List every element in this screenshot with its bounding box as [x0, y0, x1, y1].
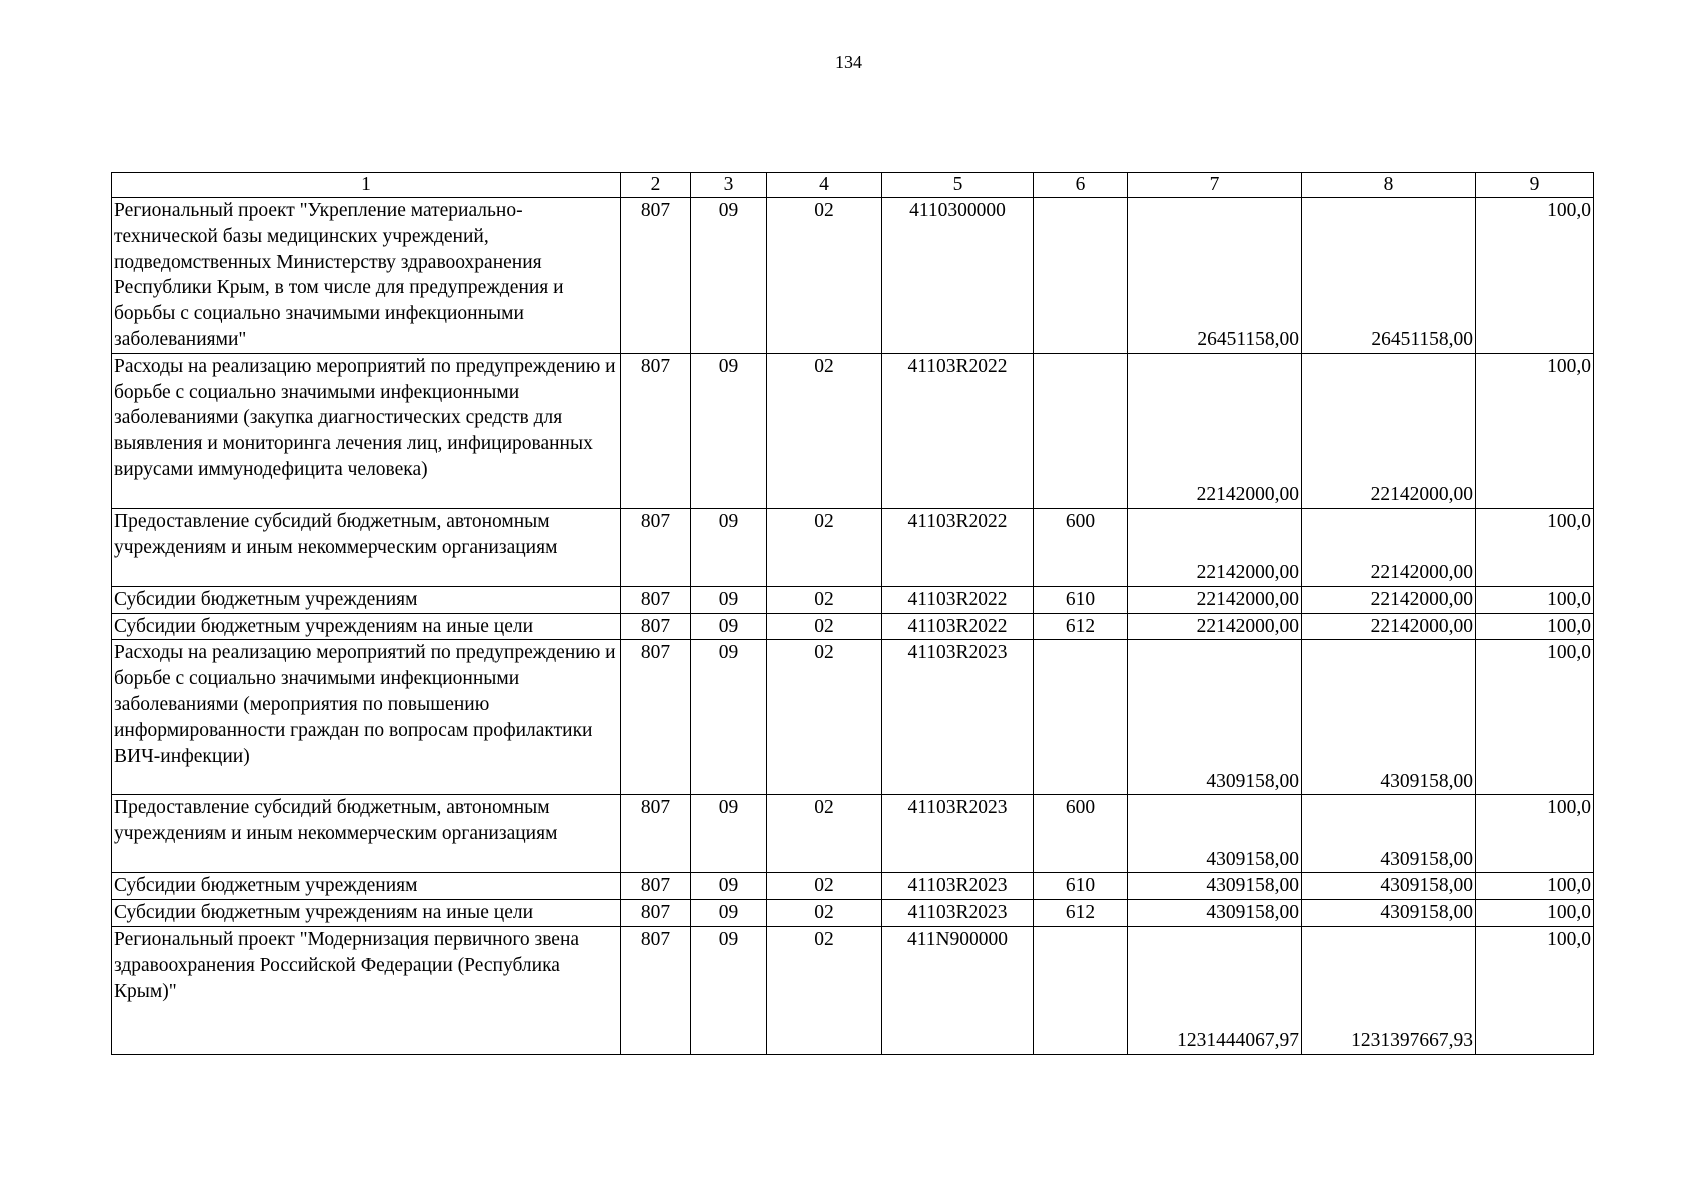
amount-executed: 1231397667,93	[1302, 926, 1476, 1054]
target-article-code: 41103R2022	[882, 508, 1034, 586]
subsection-code: 02	[767, 586, 882, 613]
item-name: Региональный проект "Укрепление материально-технической базы медицинских учреждений, подведомственных Министерству здравоохранения Республики Крым, в том числе для предупреждения и борьбы с социально значимыми инфекционными заболеваниями"	[112, 198, 621, 354]
expense-type-code: 600	[1034, 795, 1128, 873]
amount-executed: 4309158,00	[1302, 795, 1476, 873]
expense-type-code	[1034, 640, 1128, 795]
amount-executed: 22142000,00	[1302, 586, 1476, 613]
execution-percent: 100,0	[1476, 508, 1594, 586]
expense-type-code	[1034, 198, 1128, 354]
section-code: 09	[691, 198, 767, 354]
amount-planned: 4309158,00	[1128, 640, 1302, 795]
section-code: 09	[691, 613, 767, 640]
column-header: 9	[1476, 173, 1594, 198]
column-header: 8	[1302, 173, 1476, 198]
expense-type-code: 610	[1034, 873, 1128, 900]
subsection-code: 02	[767, 353, 882, 508]
target-article-code: 411N900000	[882, 926, 1034, 1054]
amount-executed: 4309158,00	[1302, 640, 1476, 795]
subsection-code: 02	[767, 198, 882, 354]
section-code: 09	[691, 508, 767, 586]
item-name: Региональный проект "Модернизация первичного звена здравоохранения Российской Федерации (Республика Крым)"	[112, 926, 621, 1054]
table-row	[112, 353, 1594, 508]
table-row	[112, 508, 1594, 586]
execution-percent: 100,0	[1476, 586, 1594, 613]
column-header: 5	[882, 173, 1034, 198]
execution-percent: 100,0	[1476, 926, 1594, 1054]
ministry-code: 807	[621, 353, 691, 508]
amount-planned: 4309158,00	[1128, 795, 1302, 873]
section-code: 09	[691, 640, 767, 795]
column-header: 7	[1128, 173, 1302, 198]
ministry-code: 807	[621, 873, 691, 900]
ministry-code: 807	[621, 795, 691, 873]
ministry-code: 807	[621, 640, 691, 795]
budget-table	[111, 172, 1594, 1055]
target-article-code: 41103R2023	[882, 873, 1034, 900]
amount-executed: 4309158,00	[1302, 873, 1476, 900]
column-header: 1	[112, 173, 621, 198]
section-code: 09	[691, 353, 767, 508]
amount-planned: 26451158,00	[1128, 198, 1302, 354]
execution-percent: 100,0	[1476, 795, 1594, 873]
table-row	[112, 926, 1594, 1054]
execution-percent: 100,0	[1476, 900, 1594, 927]
ministry-code: 807	[621, 198, 691, 354]
column-header: 2	[621, 173, 691, 198]
ministry-code: 807	[621, 900, 691, 927]
target-article-code: 41103R2022	[882, 586, 1034, 613]
execution-percent: 100,0	[1476, 198, 1594, 354]
amount-planned: 1231444067,97	[1128, 926, 1302, 1054]
subsection-code: 02	[767, 508, 882, 586]
amount-executed: 4309158,00	[1302, 900, 1476, 927]
amount-executed: 26451158,00	[1302, 198, 1476, 354]
target-article-code: 41103R2022	[882, 613, 1034, 640]
section-code: 09	[691, 926, 767, 1054]
section-code: 09	[691, 873, 767, 900]
amount-planned: 4309158,00	[1128, 900, 1302, 927]
expense-type-code	[1034, 926, 1128, 1054]
table-row	[112, 640, 1594, 795]
page-number: 134	[835, 52, 862, 72]
item-name: Субсидии бюджетным учреждениям на иные цели	[112, 900, 621, 927]
ministry-code: 807	[621, 613, 691, 640]
amount-planned: 22142000,00	[1128, 586, 1302, 613]
amount-executed: 22142000,00	[1302, 508, 1476, 586]
execution-percent: 100,0	[1476, 873, 1594, 900]
column-header: 6	[1034, 173, 1128, 198]
item-name: Субсидии бюджетным учреждениям на иные цели	[112, 613, 621, 640]
item-name: Субсидии бюджетным учреждениям	[112, 586, 621, 613]
subsection-code: 02	[767, 926, 882, 1054]
column-number-row	[112, 173, 1594, 198]
table-row	[112, 873, 1594, 900]
expense-type-code: 612	[1034, 900, 1128, 927]
execution-percent: 100,0	[1476, 640, 1594, 795]
subsection-code: 02	[767, 873, 882, 900]
expense-type-code: 600	[1034, 508, 1128, 586]
target-article-code: 41103R2023	[882, 640, 1034, 795]
target-article-code: 41103R2022	[882, 353, 1034, 508]
ministry-code: 807	[621, 926, 691, 1054]
subsection-code: 02	[767, 795, 882, 873]
amount-planned: 22142000,00	[1128, 508, 1302, 586]
target-article-code: 41103R2023	[882, 795, 1034, 873]
amount-planned: 22142000,00	[1128, 613, 1302, 640]
subsection-code: 02	[767, 640, 882, 795]
amount-planned: 4309158,00	[1128, 873, 1302, 900]
expense-type-code	[1034, 353, 1128, 508]
amount-planned: 22142000,00	[1128, 353, 1302, 508]
amount-executed: 22142000,00	[1302, 353, 1476, 508]
column-header: 4	[767, 173, 882, 198]
amount-executed: 22142000,00	[1302, 613, 1476, 640]
table-row	[112, 586, 1594, 613]
ministry-code: 807	[621, 586, 691, 613]
table-row	[112, 795, 1594, 873]
expense-type-code: 612	[1034, 613, 1128, 640]
execution-percent: 100,0	[1476, 613, 1594, 640]
ministry-code: 807	[621, 508, 691, 586]
section-code: 09	[691, 900, 767, 927]
section-code: 09	[691, 795, 767, 873]
target-article-code: 4110300000	[882, 198, 1034, 354]
target-article-code: 41103R2023	[882, 900, 1034, 927]
table-row	[112, 613, 1594, 640]
section-code: 09	[691, 586, 767, 613]
table-row	[112, 198, 1594, 354]
item-name: Предоставление субсидий бюджетным, автономным учреждениям и иным некоммерческим организациям	[112, 795, 621, 873]
item-name: Расходы на реализацию мероприятий по предупреждению и борьбе с социально значимыми инфекционными заболеваниями (мероприятия по повышению информированности граждан по вопросам профилактики ВИЧ-инфекции)	[112, 640, 621, 795]
item-name: Расходы на реализацию мероприятий по предупреждению и борьбе с социально значимыми инфекционными заболеваниями (закупка диагностических средств для выявления и мониторинга лечения лиц, инфицированных вирусами иммунодефицита человека)	[112, 353, 621, 508]
expense-type-code: 610	[1034, 586, 1128, 613]
item-name: Предоставление субсидий бюджетным, автономным учреждениям и иным некоммерческим организациям	[112, 508, 621, 586]
subsection-code: 02	[767, 900, 882, 927]
column-header: 3	[691, 173, 767, 198]
subsection-code: 02	[767, 613, 882, 640]
item-name: Субсидии бюджетным учреждениям	[112, 873, 621, 900]
execution-percent: 100,0	[1476, 353, 1594, 508]
table-row	[112, 900, 1594, 927]
